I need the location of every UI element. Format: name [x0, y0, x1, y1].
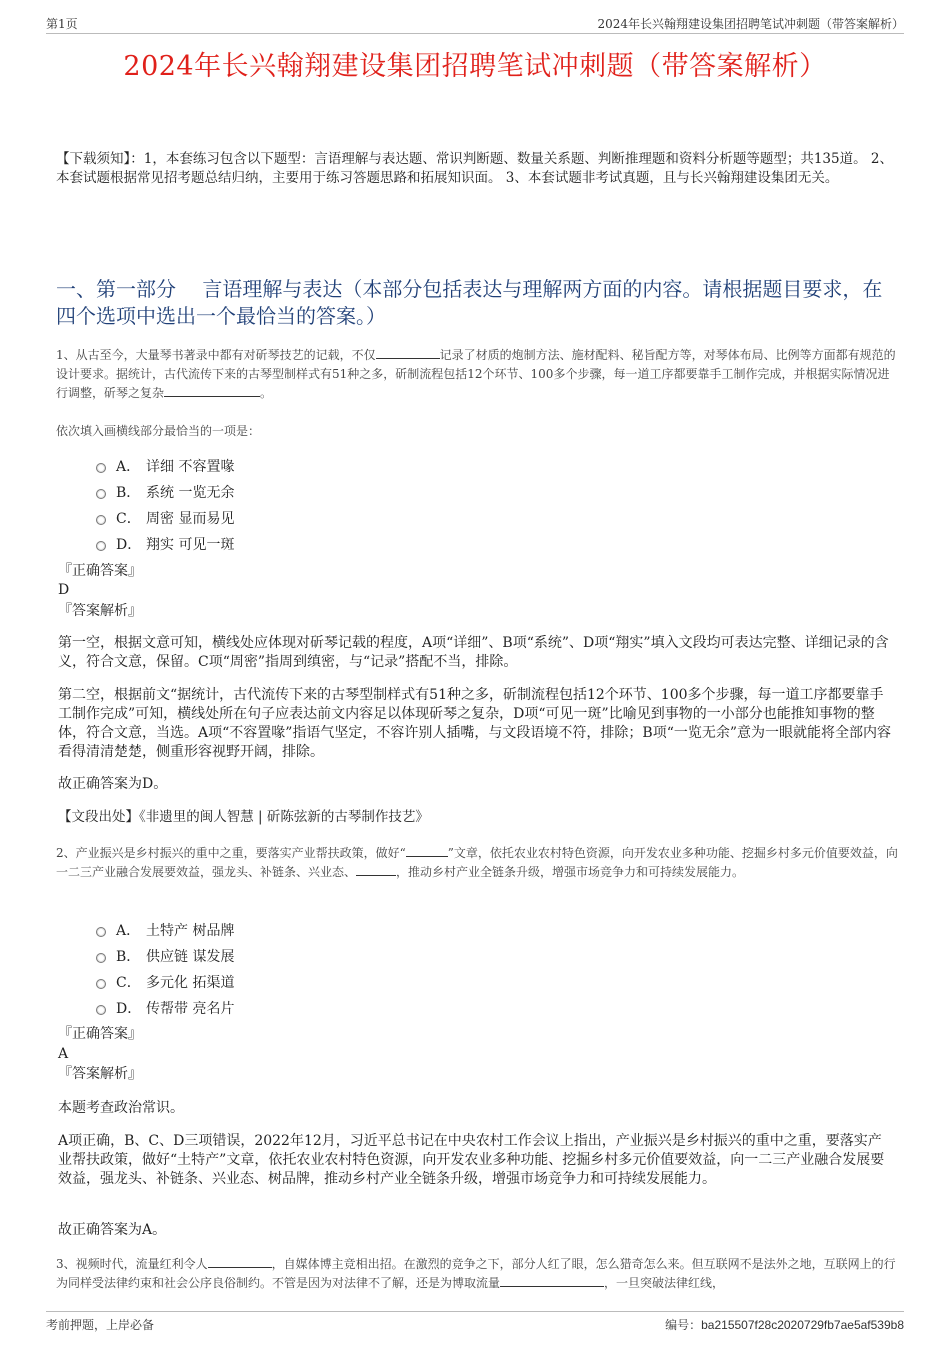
question-1-part1: 1、从古至今，大量琴书著录中都有对斫琴技艺的记载，不仅 [56, 348, 376, 362]
document-title: 2024年长兴翰翔建设集团招聘笔试冲刺题（带答案解析） [123, 51, 827, 82]
radio-icon[interactable] [96, 979, 106, 989]
source-citation: 【文段出处】《非遗里的闽人智慧 | 斫陈弦新的古琴制作技艺》 [58, 809, 429, 825]
section-heading: 一、第一部分 言语理解与表达（本部分包括表达与理解两方面的内容。请根据题目要求，在四个选项中选出一个最恰当的答案。） [56, 277, 883, 328]
blank-line [500, 1274, 604, 1287]
analysis-conclusion: 故正确答案为D。 [58, 776, 168, 792]
radio-icon[interactable] [96, 953, 106, 963]
footer-slogan: 考前押题，上岸必备 [46, 1318, 155, 1332]
question-2-options [96, 917, 496, 1021]
question-1-text [56, 346, 900, 403]
option-a[interactable]: A． 土特产 树品牌 [96, 917, 496, 943]
analysis-paragraph: 本题考查政治常识。 [58, 1100, 184, 1116]
page-header [46, 13, 904, 34]
question-2-text: 2、产业振兴是乡村振兴的重中之重，要落实产业帮扶政策，做好“ ”文章，依托农业农村特色资源，向开发农业多种功能、挖掘乡村多元价值要效益，向一二三产业融合发展要效益，强龙头、补链条、兴业态、 ，推动乡村产业全链条升级，增强市场竞争力和可持续发展能力。 [56, 846, 898, 879]
answer-label: 『正确答案』 [58, 1026, 142, 1042]
answer-value: A [58, 1046, 69, 1062]
option-b[interactable]: B． 供应链 谋发展 [96, 943, 496, 969]
page-footer [46, 1311, 904, 1332]
option-c[interactable]: C． 周密 显而易见 [96, 505, 496, 531]
analysis-conclusion: 故正确答案为A。 [58, 1222, 167, 1238]
radio-icon[interactable] [96, 489, 106, 499]
answer-value: D [58, 582, 70, 598]
radio-icon[interactable] [96, 927, 106, 937]
footer-id: 编号：ba215507f28c2020729fb7ae5af539b8 [665, 1318, 904, 1332]
download-notice: 【下载须知】：1，本套练习包含以下题型：言语理解与表达题、常识判断题、数量关系题、判断推理题和资料分析题等题型；共135道。 2、本套试题根据常见招考题总结归纳，主要用于练习答题思路和拓展知识面。 3、本套试题非考试真题，且与长兴翰翔建设集团无关。 [56, 151, 893, 186]
option-c[interactable]: C． 多元化 拓渠道 [96, 969, 496, 995]
option-a[interactable]: A． 详细 不容置喙 [96, 453, 496, 479]
radio-icon[interactable] [96, 541, 106, 551]
radio-icon[interactable] [96, 463, 106, 473]
blank-line [376, 346, 440, 359]
analysis-label: 『答案解析』 [58, 603, 142, 619]
blank-line [164, 384, 260, 397]
option-d[interactable]: D． 传帮带 亮名片 [96, 995, 496, 1021]
blank-line [406, 844, 448, 857]
analysis-paragraph: A项正确，B、C、D三项错误，2022年12月，习近平总书记在中央农村工作会议上指出，产业振兴是乡村振兴的重中之重，要落实产业帮扶政策，做好“土特产”文章，依托农业农村特色资源，向开发农业多种功能、挖掘乡村多元价值要效益，向一二三产业融合发展要效益，强龙头、补链条、兴业态、树品牌，推动乡村产业全链条升级，增强市场竞争力和可持续发展能力。 [58, 1133, 885, 1187]
question-1-prompt: 依次填入画横线部分最恰当的一项是： [56, 424, 261, 438]
analysis-label: 『答案解析』 [58, 1066, 142, 1082]
question-1-options [96, 453, 496, 557]
radio-icon[interactable] [96, 515, 106, 525]
answer-label: 『正确答案』 [58, 563, 142, 579]
blank-line [356, 863, 396, 876]
analysis-paragraph: 第二空，根据前文“据统计，古代流传下来的古琴型制样式有51种之多，斫制流程包括12个环节、100多个步骤，每一道工序都要靠手工制作完成”可知，横线处所在句子应表达前文内容足以体现斫琴之复杂，D项“可见一斑”比喻见到事物的一小部分也能推知事物的整体，符合文意，当选。A项“不容置喙”指语气坚定，不容许别人插嘴，与文段语境不符，排除；B项“一览无余”意为一眼就能将全部内容看得清清楚楚，侧重形容视野开阔，排除。 [58, 687, 892, 760]
page-number: 第1页 [46, 17, 78, 31]
analysis-paragraph: 第一空，根据文意可知，横线处应体现对斫琴记载的程度，A项“详细”、B项“系统”、D项“翔实”填入文段均可表达完整、详细记录的含义，符合文意，保留。C项“周密”指周到缜密，与“记录”搭配不当，排除。 [58, 635, 889, 670]
option-d[interactable]: D． 翔实 可见一斑 [96, 531, 496, 557]
blank-line [208, 1255, 272, 1268]
header-doc-title: 2024年长兴翰翔建设集团招聘笔试冲刺题（带答案解析） [597, 17, 904, 31]
question-1-part3: 。 [260, 386, 273, 400]
option-b[interactable]: B． 系统 一览无余 [96, 479, 496, 505]
radio-icon[interactable] [96, 1005, 106, 1015]
question-1-part2: 记录了材质的炮制方法、施材配料、秘旨配方等，对琴体布局、比例等方面都有规范的设计要求。据统计，古代流传下来的古琴型制样式有51种之多，斫制流程包括12个环节、100多个步骤，每一道工序都要靠手工制作完成，并根据实际情况进行调整，斫琴之复杂 [56, 348, 896, 400]
question-3-text: 3、视频时代，流量红利令人 ，自媒体博主竞相出招。在激烈的竞争之下，部分人红了眼，怎么猎奇怎么来。但互联网不是法外之地，互联网上的行为同样受法律约束和社会公序良俗制约。不管是因为对法律不了解，还是为博取流量 ，一旦突破法律红线， [56, 1257, 896, 1290]
